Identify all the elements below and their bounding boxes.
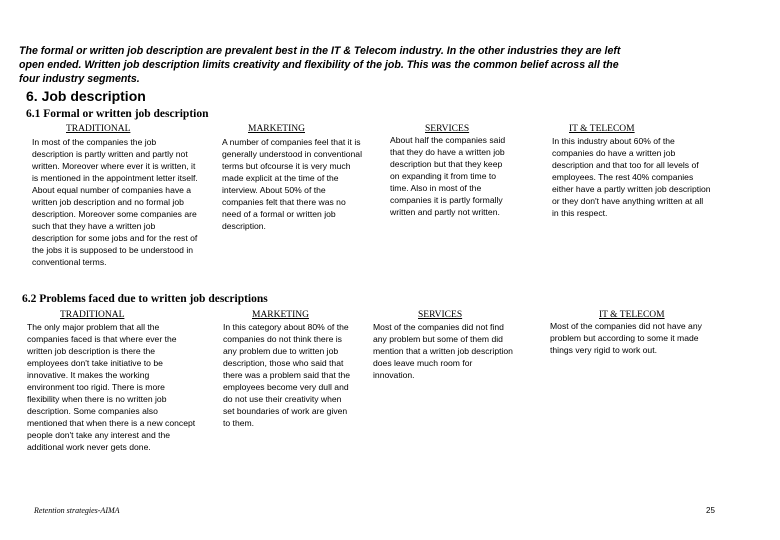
text-6-1-services: About half the companies said that they do have a written job description but that they keep on expanding it from time to time. Also in most of the companies it is partly formally written and partly not written. xyxy=(390,135,506,217)
col-header-services: SERVICES xyxy=(425,124,470,134)
subsection-title-6-2: 6.2 Problems faced due to written job descriptions xyxy=(22,293,268,305)
text-6-2-traditional: The only major problem that all the companies faced is that where ever the written job description is there the employees don't take initiative to be innovative. It makes the working environment too rigid. There is more flexibility when there is no written job description. Some companies also mentioned that when there is a new concept people don't take any interest and the additional work never gets done. xyxy=(27,322,196,452)
text-6-2-marketing: In this category about 80% of the companies do not think there is any problem due to written job description, those who said that there was a problem said that the employees become very dull and do not use their creativity when set boundaries of work are given to them. xyxy=(223,322,351,428)
text-6-1-marketing: A number of companies feel that it is generally understood in conventional terms but ofcourse it is very much made explicit at the time of the interview. About 50% of the companies felt that there was no need of a formal or written job description. xyxy=(222,137,362,231)
col-header-traditional: TRADITIONAL xyxy=(66,124,131,134)
text-6-1-traditional: In most of the companies the job description is partly written and partly not written. Moreover where ever it is written, it is mentioned in the appointment letter itself. About equal number of companies have a written job description and no formal job description. Moreover some companies are such that they have a written job description for some jobs and for the rest of the jobs it is supposed to be understood in conventional terms. xyxy=(32,137,198,267)
text-6-2-services: Most of the companies did not find any problem but some of them did mention that a written job description does leave much room for innovation. xyxy=(373,322,513,380)
col-header-it-telecom-2: IT & TELECOM xyxy=(599,310,665,320)
text-6-1-it-telecom: In this industry about 60% of the companies do have a written job description and that too for all levels of employees. The rest 40% companies either have a partly written job description or they don't have anything written at all in this respect. xyxy=(552,136,711,218)
col-header-traditional-2: TRADITIONAL xyxy=(60,310,125,320)
col-header-services-2: SERVICES xyxy=(418,310,463,320)
col-header-marketing-2: MARKETING xyxy=(252,310,309,320)
text-6-2-it-telecom: Most of the companies did not have any problem but according to some it made things very rigid to work out. xyxy=(550,321,702,355)
subsection-title-6-1: 6.1 Formal or written job description xyxy=(26,108,209,120)
footer-source: Retention strategies-AIMA xyxy=(34,506,120,515)
intro-paragraph: The formal or written job description are prevalent best in the IT & Telecom industry. In the other industries they are left open ended. Written job description limits creativity and flexibility of the job. This was the common belief across all the four industry segments. xyxy=(19,45,621,85)
col-header-it-telecom: IT & TELECOM xyxy=(569,124,635,134)
col-header-marketing: MARKETING xyxy=(248,124,305,134)
section-heading: 6. Job description xyxy=(26,88,146,104)
page-number: 25 xyxy=(706,506,715,515)
